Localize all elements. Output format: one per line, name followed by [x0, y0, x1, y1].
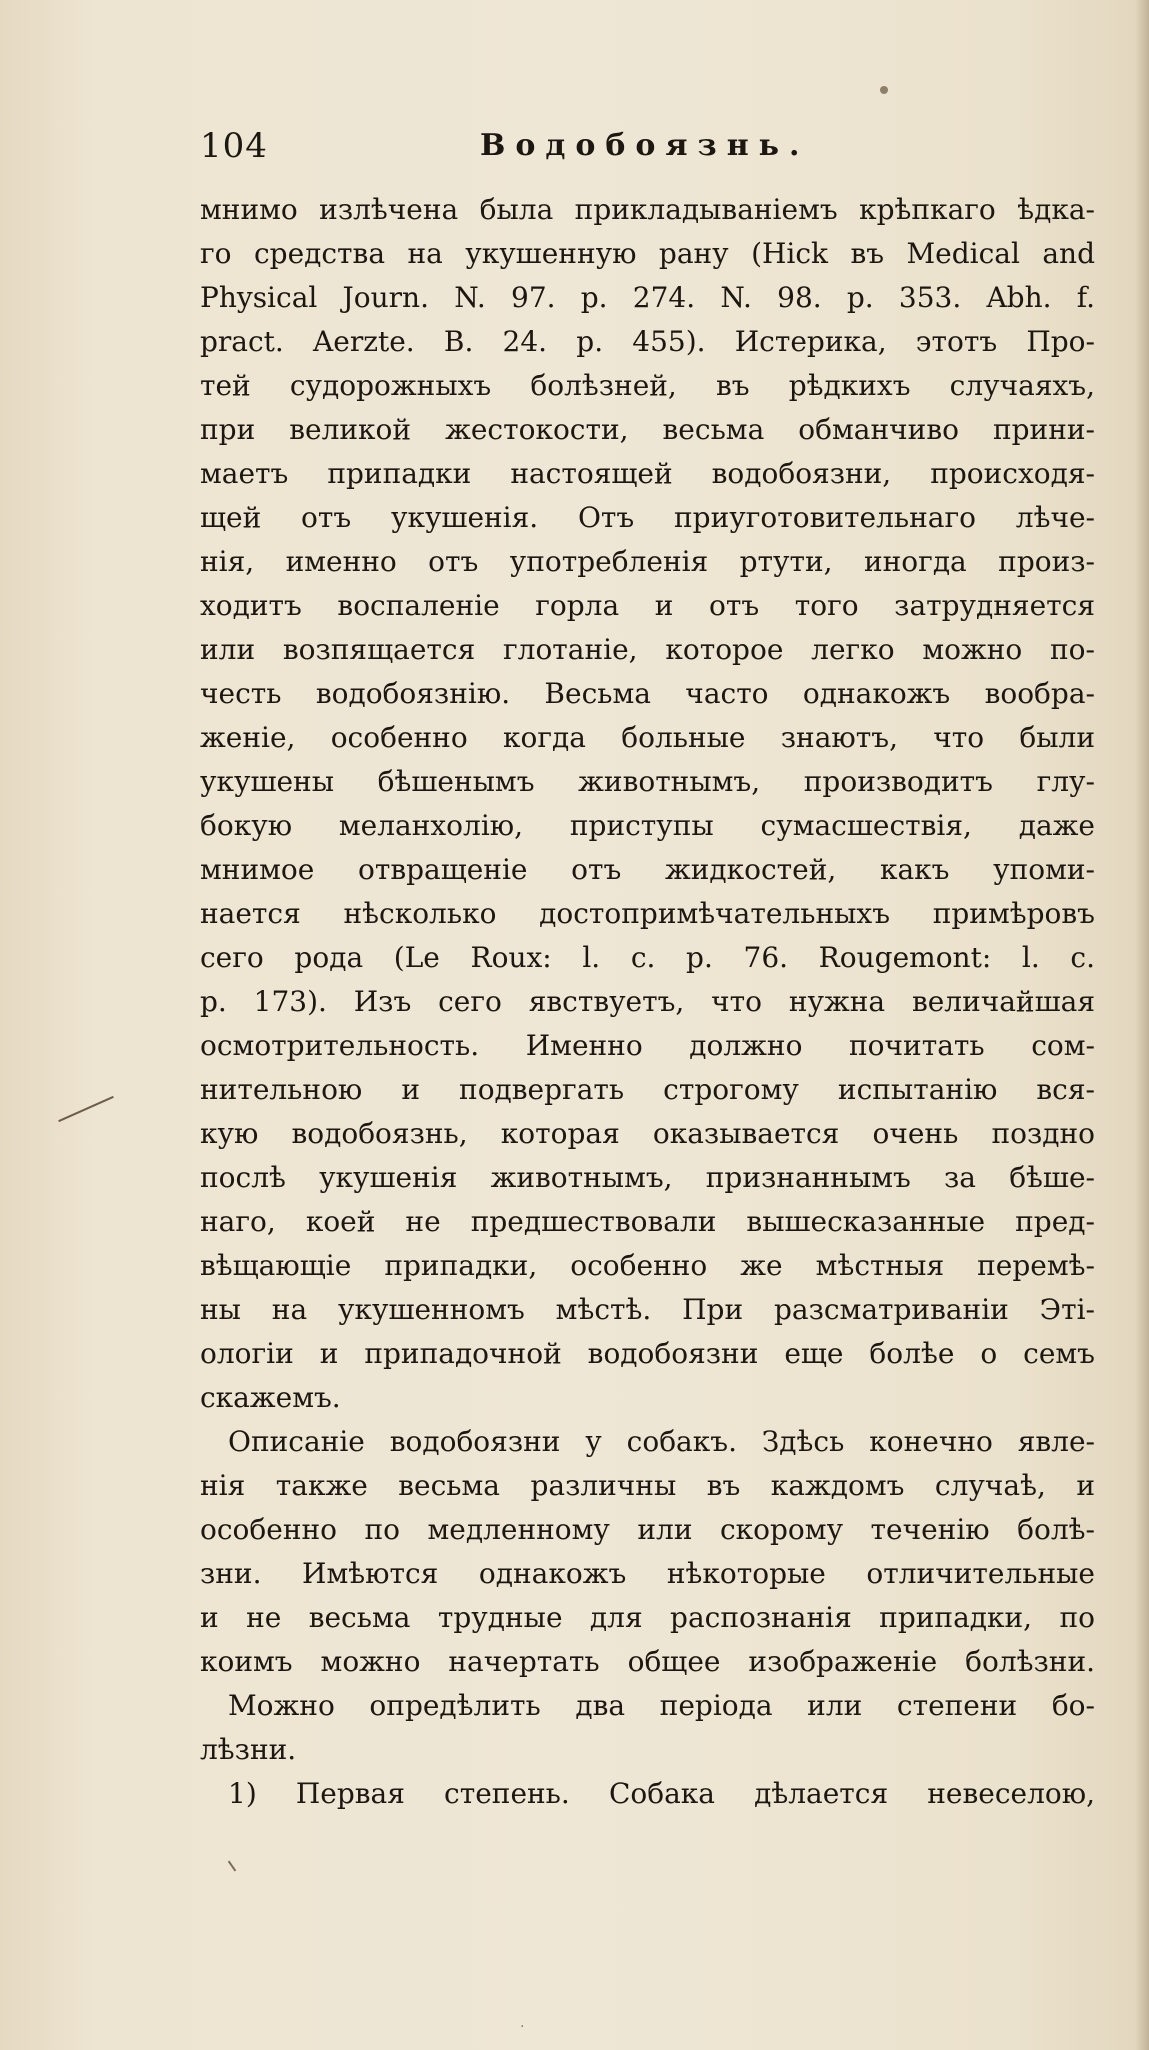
- text-line: Описаніе водобоязни у собакъ. Здѣсь конечно явле-: [228, 1425, 1095, 1458]
- page-header: [200, 126, 990, 176]
- body-text: [200, 188, 1095, 1816]
- text-line: нія также весьма различны въ каждомъ случаѣ, и: [200, 1469, 1095, 1502]
- text-line: ходитъ воспаленіе горла и отъ того затрудняется: [200, 589, 1095, 622]
- text-line: мнимое отвращеніе отъ жидкостей, какъ упоми-: [200, 853, 1095, 886]
- margin-pencil-stroke: [58, 1096, 114, 1122]
- text-line: особенно по медленному или скорому теченію болѣ-: [200, 1513, 1095, 1546]
- text-line: сего рода (Le Roux: l. c. p. 76. Rougemont: l. c.: [200, 941, 1095, 974]
- text-line: или возпящается глотаніе, которое легко можно по-: [200, 633, 1095, 666]
- text-line: бокую меланхолію, приступы сумасшествія, даже: [200, 809, 1095, 842]
- text-line: укушены бѣшенымъ животнымъ, производитъ глу-: [200, 765, 1095, 798]
- page-number: 104: [200, 126, 268, 166]
- text-line: Можно опредѣлить два періода или степени бо-: [228, 1689, 1095, 1722]
- ink-dot-mark: [880, 86, 888, 94]
- text-line: щей отъ укушенія. Отъ приуготовительнаго лѣче-: [200, 501, 1095, 534]
- text-line: при великой жестокости, весьма обманчиво прини-: [200, 413, 1095, 446]
- page-edge-shadow: [1135, 0, 1149, 2050]
- text-line: лѣзни.: [200, 1733, 297, 1766]
- text-line: коимъ можно начертать общее изображеніе болѣзни.: [200, 1645, 1095, 1678]
- text-line: послѣ укушенія животнымъ, признаннымъ за бѣше-: [200, 1161, 1095, 1194]
- text-line: осмотрительность. Именно должно почитать сом-: [200, 1029, 1095, 1062]
- text-line: женіе, особенно когда больные знаютъ, что были: [200, 721, 1095, 754]
- text-line: ологіи и припадочной водобоязни еще болѣе о семъ: [200, 1337, 1095, 1370]
- text-line: наго, коей не предшествовали вышесказанные пред-: [200, 1205, 1095, 1238]
- text-line: нается нѣсколько достопримѣчательныхъ примѣровъ: [200, 897, 1095, 930]
- text-line: маетъ припадки настоящей водобоязни, происходя-: [200, 457, 1095, 490]
- text-line: нительною и подвергать строгому испытанію вся-: [200, 1073, 1095, 1106]
- footer-mark: .: [520, 2015, 525, 2031]
- text-line: Physical Journ. N. 97. p. 274. N. 98. p. 353. Abh. f.: [200, 281, 1095, 314]
- text-line: скажемъ.: [200, 1381, 341, 1414]
- running-title: Водобоязнь.: [480, 128, 810, 163]
- text-line: вѣщающіе припадки, особенно же мѣстныя перемѣ-: [200, 1249, 1095, 1282]
- text-line: pract. Aerzte. B. 24. p. 455). Истерика, этотъ Про-: [200, 325, 1095, 358]
- text-line: p. 173). Изъ сего явствуетъ, что нужна величайшая: [200, 985, 1095, 1018]
- text-line: ны на укушенномъ мѣстѣ. При разсматриваніи Эті-: [200, 1293, 1095, 1326]
- text-line: го средства на укушенную рану (Hick въ Medical and: [200, 237, 1095, 270]
- text-line: мнимо излѣчена была прикладываніемъ крѣпкаго ѣдка-: [200, 193, 1095, 226]
- margin-tick-mark: [228, 1861, 237, 1872]
- text-line: честь водобоязнію. Весьма часто однакожъ вообра-: [200, 677, 1095, 710]
- text-line: тей судорожныхъ болѣзней, въ рѣдкихъ случаяхъ,: [200, 369, 1095, 402]
- text-line: и не весьма трудные для распознанія припадки, по: [200, 1601, 1095, 1634]
- text-line: кую водобоязнь, которая оказывается очень поздно: [200, 1117, 1095, 1150]
- text-line: 1) Первая степень. Собака дѣлается невеселою,: [228, 1777, 1095, 1810]
- text-line: нія, именно отъ употребленія ртути, иногда произ-: [200, 545, 1095, 578]
- text-line: зни. Имѣются однакожъ нѣкоторые отличительные: [200, 1557, 1095, 1590]
